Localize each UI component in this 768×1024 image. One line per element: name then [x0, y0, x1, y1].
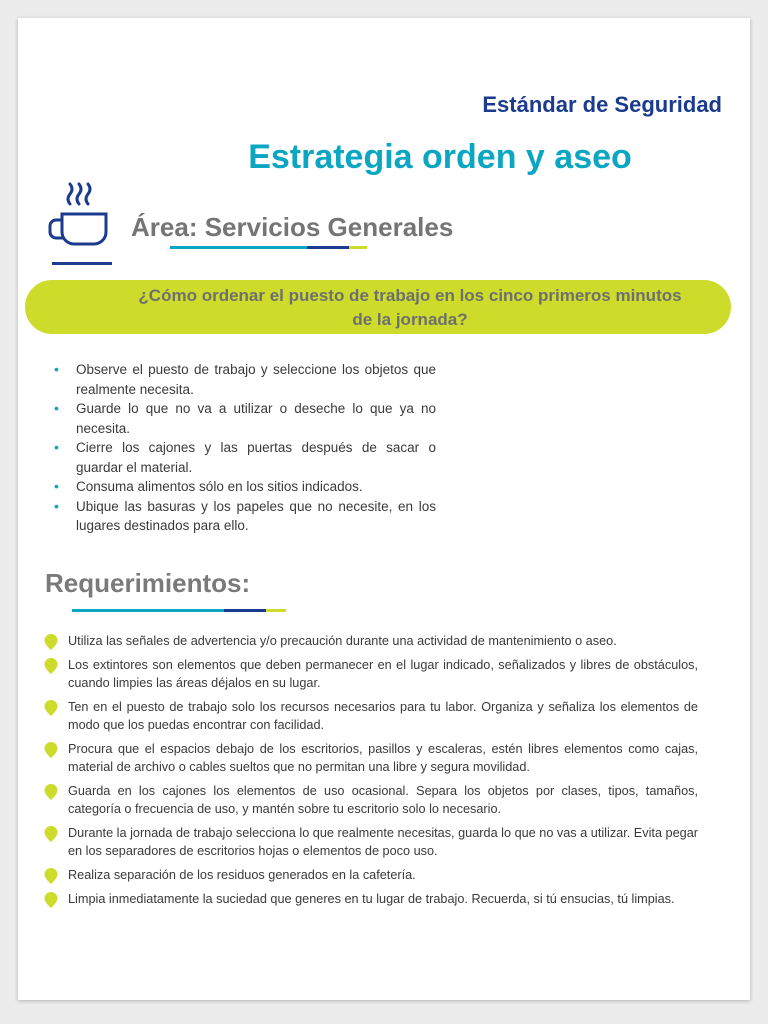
document-label: Estándar de Seguridad — [482, 92, 722, 117]
list-item: • Observe el puesto de trabajo y seleccione los objetos que realmente necesita. — [54, 361, 436, 397]
bullet-icon: • — [54, 497, 59, 514]
list-item: Utiliza las señales de advertencia y/o precaución durante una actividad de mantenimiento o aseo. — [42, 632, 698, 650]
lime-pin-icon — [44, 892, 58, 908]
lime-pin-icon — [44, 700, 58, 716]
bullet-icon: • — [54, 478, 59, 494]
list-item: • Guarde lo que no va a utilizar o deseche lo que ya no necesita. — [54, 400, 436, 436]
lime-pin-icon — [44, 634, 58, 650]
req-underline-navy — [224, 609, 266, 612]
list-item: Durante la jornada de trabajo selecciona lo que realmente necesitas, guarda lo que no vas a utilizar. Evita pegar en los separadores de escritorios hojas o elementos de poco uso. — [42, 824, 698, 860]
list-item: • Consuma alimentos sólo en los sitios indicados. — [48, 477, 436, 497]
requirements-list — [42, 632, 698, 914]
question-text: ¿Cómo ordenar el puesto de trabajo en los cinco primeros minutos de la jornada? — [138, 286, 682, 329]
req-underline-lime — [266, 609, 286, 612]
bullet-icon: • — [54, 400, 59, 416]
title-underline-lime — [349, 246, 367, 249]
bullet-icon: • — [54, 361, 59, 377]
document-title: Estrategia orden y aseo — [248, 138, 632, 176]
lime-pin-icon — [44, 826, 58, 842]
list-item: Procura que el espacios debajo de los escritorios, pasillos y escaleras, estén libres elementos como cajas, material de archivo o cables sueltos que no permitan una libre y segura movilidad. — [42, 740, 698, 776]
area-title: Área: Servicios Generales — [131, 212, 454, 242]
list-item: • Cierre los cajones y las puertas después de sacar o guardar el material. — [54, 439, 436, 475]
list-item: Guarda en los cajones los elementos de uso ocasional. Separa los objetos por clases, tipos, tamaños, categoría o frecuencia de uso, y mantén sobre tu escritorio solo lo necesario. — [42, 782, 698, 818]
req-underline-cyan — [72, 609, 224, 612]
list-item: Limpia inmediatamente la suciedad que generes en tu lugar de trabajo. Recuerda, si tú ensucias, tú limpias. — [42, 890, 698, 908]
lime-pin-icon — [44, 868, 58, 884]
title-underline-navy — [307, 246, 349, 249]
lime-pin-icon — [44, 742, 58, 758]
list-item: Los extintores son elementos que deben permanecer en el lugar indicado, señalizados y libres de obstáculos, cuando limpies las áreas déjalos en su lugar. — [42, 656, 698, 692]
list-item: Realiza separación de los residuos generados en la cafetería. — [42, 866, 698, 884]
steps-list — [48, 360, 436, 536]
list-item: Ten en el puesto de trabajo solo los recursos necesarios para tu labor. Organiza y señaliza los elementos de modo que los puedas encontrar con facilidad. — [42, 698, 698, 734]
lime-pin-icon — [44, 784, 58, 800]
title-underline-cyan — [170, 246, 307, 249]
lime-pin-icon — [44, 658, 58, 674]
coffee-cup-icon — [48, 180, 114, 266]
list-item: • Ubique las basuras y los papeles que no necesite, en los lugares destinados para ello. — [54, 497, 436, 533]
requirements-title: Requerimientos: — [45, 568, 251, 598]
bullet-icon: • — [54, 439, 59, 455]
